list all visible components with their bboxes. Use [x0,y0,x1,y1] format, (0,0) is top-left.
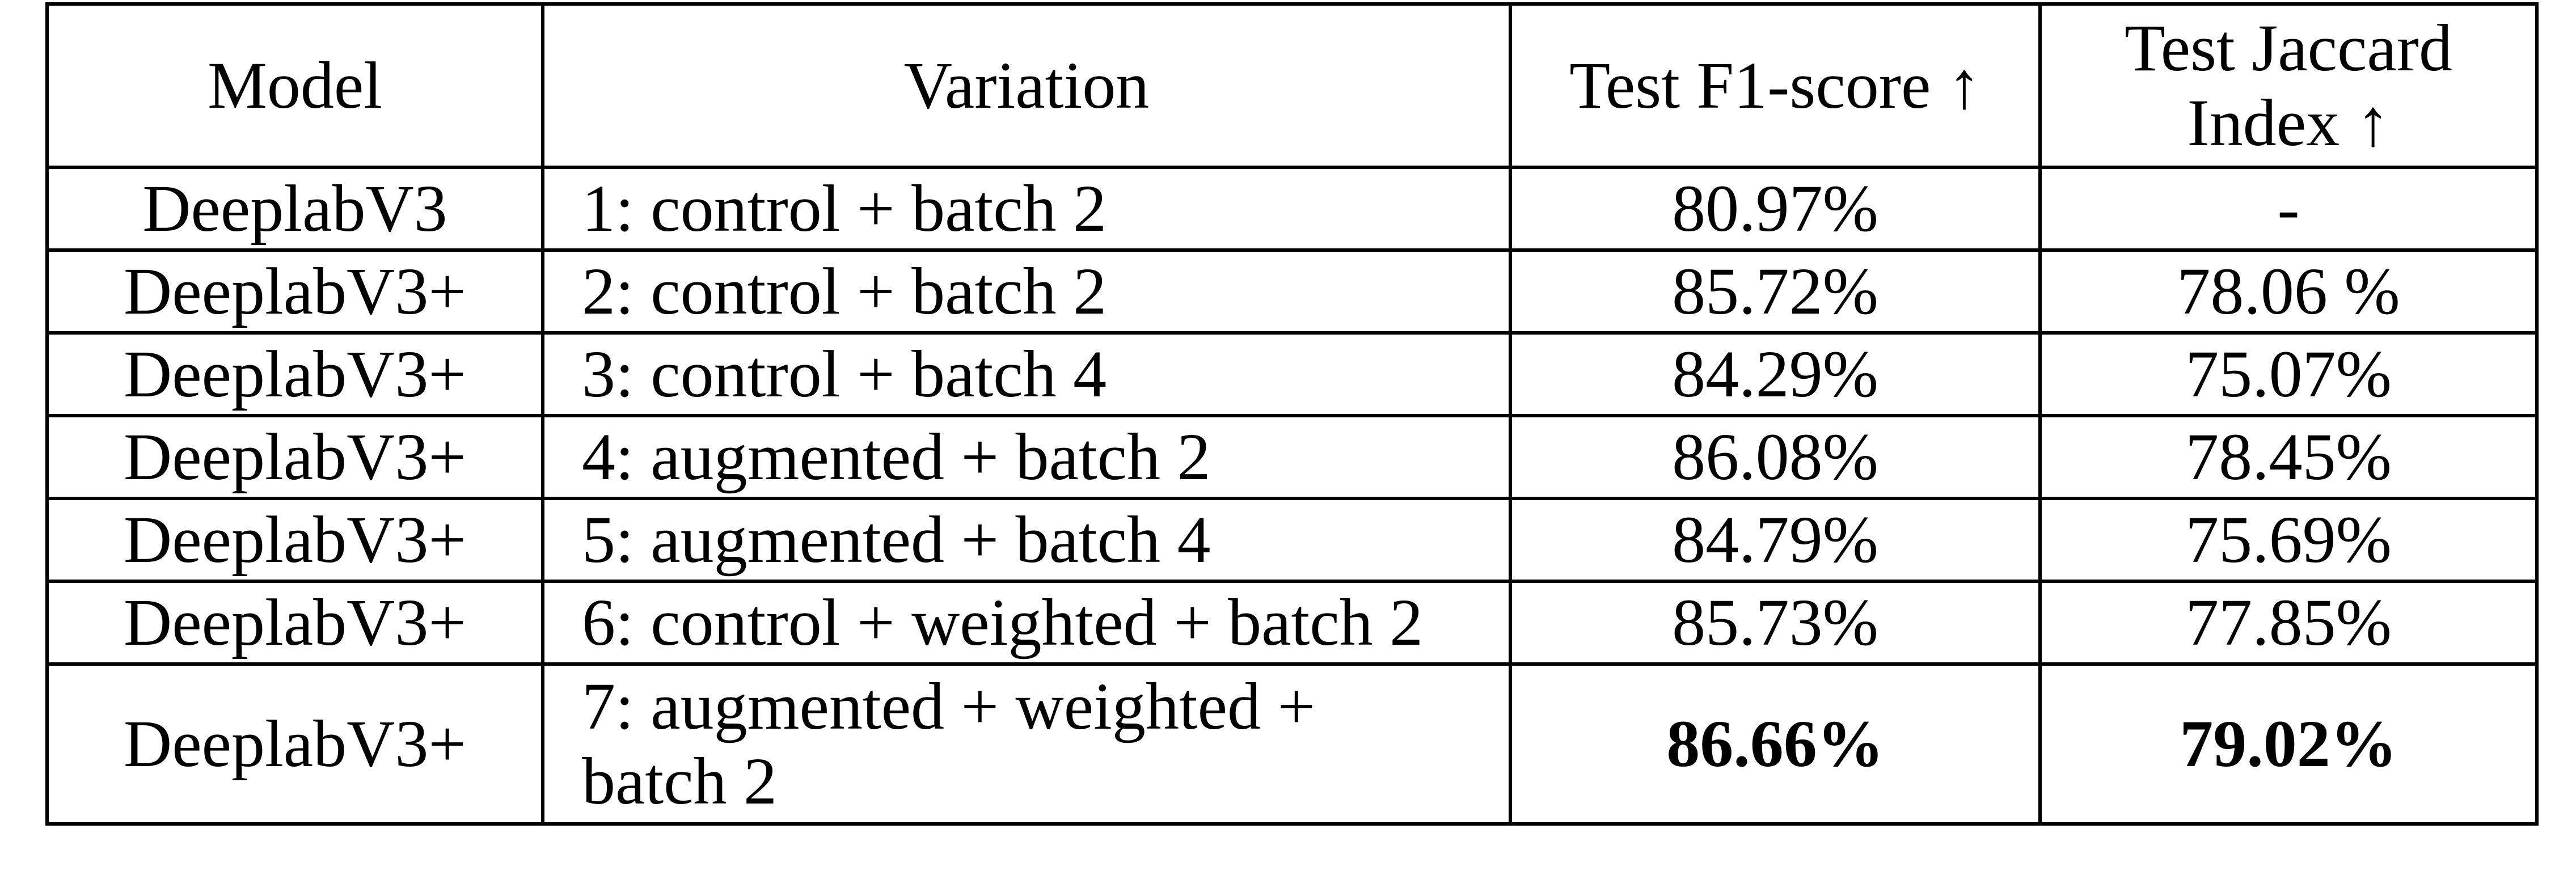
table-row [47,333,2537,416]
jaccard-cell: 78.06 % [2040,250,2537,333]
variation-cell [543,664,1510,824]
f1-cell: 86.08% [1510,416,2040,498]
variation-cell: 2: control + batch 2 [543,250,1510,333]
variation-cell: 1: control + batch 2 [543,167,1510,250]
model-cell: DeeplabV3+ [47,498,543,581]
model-cell: DeeplabV3+ [47,581,543,664]
model-cell: DeeplabV3+ [47,664,543,824]
table-row [47,664,2537,824]
variation-line1: 7: augmented + weighted + [582,669,1316,743]
header-row [47,4,2537,167]
table-row [47,498,2537,581]
jaccard-cell: 78.45% [2040,416,2537,498]
variation-cell: 6: control + weighted + batch 2 [543,581,1510,664]
results-table [45,2,2539,826]
table-row [47,167,2537,250]
jaccard-cell: 77.85% [2040,581,2537,664]
jaccard-cell-best: 79.02% [2040,664,2537,824]
header-jaccard-line1: Test Jaccard [2124,11,2453,85]
f1-cell-best: 86.66% [1510,664,2040,824]
jaccard-cell: - [2040,167,2537,250]
header-variation: Variation [543,4,1510,167]
variation-cell: 5: augmented + batch 4 [543,498,1510,581]
variation-cell: 3: control + batch 4 [543,333,1510,416]
model-cell: DeeplabV3 [47,167,543,250]
f1-cell: 85.72% [1510,250,2040,333]
jaccard-cell: 75.69% [2040,498,2537,581]
header-f1-score: Test F1-score ↑ [1510,4,2040,167]
variation-line2: batch 2 [582,744,778,818]
f1-cell: 84.79% [1510,498,2040,581]
jaccard-cell: 75.07% [2040,333,2537,416]
header-model: Model [47,4,543,167]
table-row [47,416,2537,498]
header-jaccard-line2: Index ↑ [2187,86,2390,160]
model-cell: DeeplabV3+ [47,250,543,333]
f1-cell: 85.73% [1510,581,2040,664]
f1-cell: 80.97% [1510,167,2040,250]
model-cell: DeeplabV3+ [47,333,543,416]
header-jaccard-index [2040,4,2537,167]
f1-cell: 84.29% [1510,333,2040,416]
table-row [47,250,2537,333]
table-row [47,581,2537,664]
model-cell: DeeplabV3+ [47,416,543,498]
variation-cell: 4: augmented + batch 2 [543,416,1510,498]
